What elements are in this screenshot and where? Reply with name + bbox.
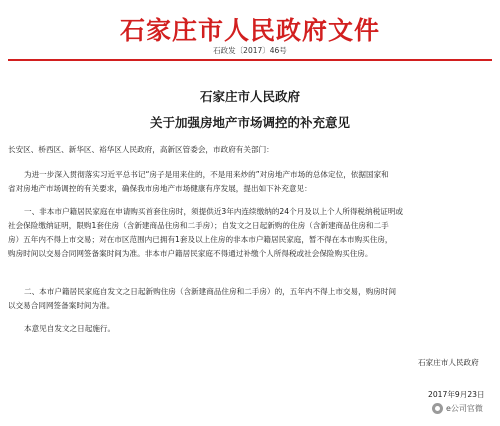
clause-two-line: 以交易合同网签备案时间为准。 (8, 301, 115, 310)
watermark-text: e公司官微 (446, 404, 483, 413)
issuer-name: 石家庄市人民政府 (199, 89, 300, 104)
document-number: 石政发〔2017〕46号 (213, 46, 287, 55)
signature-date: 2017年9月23日 (428, 390, 485, 399)
document-header-title: 石家庄市人民政府文件 (119, 16, 380, 45)
addressee-line: 长安区、桥西区、新华区、裕华区人民政府，高新区管委会，市政府有关部门： (8, 145, 274, 154)
clause-one-line: 房）五年内不得上市交易；对在市区范围内已拥有1套及以上住房的非本市户籍居民家庭，暂不得在本市购买住房， (8, 235, 393, 244)
intro-line: 省对房地产市场调控的有关要求，确保我市房地产市场健康有序发展，提出如下补充意见： (8, 184, 312, 193)
clause-one-line: 购房时间以交易合同网签备案时间为准。非本市户籍居民家庭不得通过补缴个人所得税或社会保险购买住房。 (8, 249, 373, 258)
clause-two-line: 二、本市户籍居民家庭自发文之日起新购住房（含新建商品住房和二手房）的，五年内不得上市交易，购房时间 (24, 287, 397, 296)
wechat-icon (432, 403, 443, 414)
document-title: 关于加强房地产市场调控的补充意见 (149, 115, 350, 130)
effective-clause: 本意见自发文之日起施行。 (24, 324, 116, 333)
clause-one-line: 社会保险缴纳证明，限购1套住房（含新建商品住房和二手房）；自发文之日起新购的住房（含新建商品住房和二手 (8, 221, 389, 230)
signature-organization: 石家庄市人民政府 (418, 358, 479, 367)
intro-line: 为进一步深入贯彻落实习近平总书记“房子是用来住的，不是用来炒的”对房地产市场的总体定位，依据国家和 (24, 170, 389, 179)
watermark (432, 403, 483, 414)
red-header-rule (8, 59, 492, 61)
clause-one-line: 一、非本市户籍居民家庭在申请购买首套住房时，须提供近3年内连续缴纳的24个月及以上个人所得税纳税证明或 (24, 207, 403, 216)
